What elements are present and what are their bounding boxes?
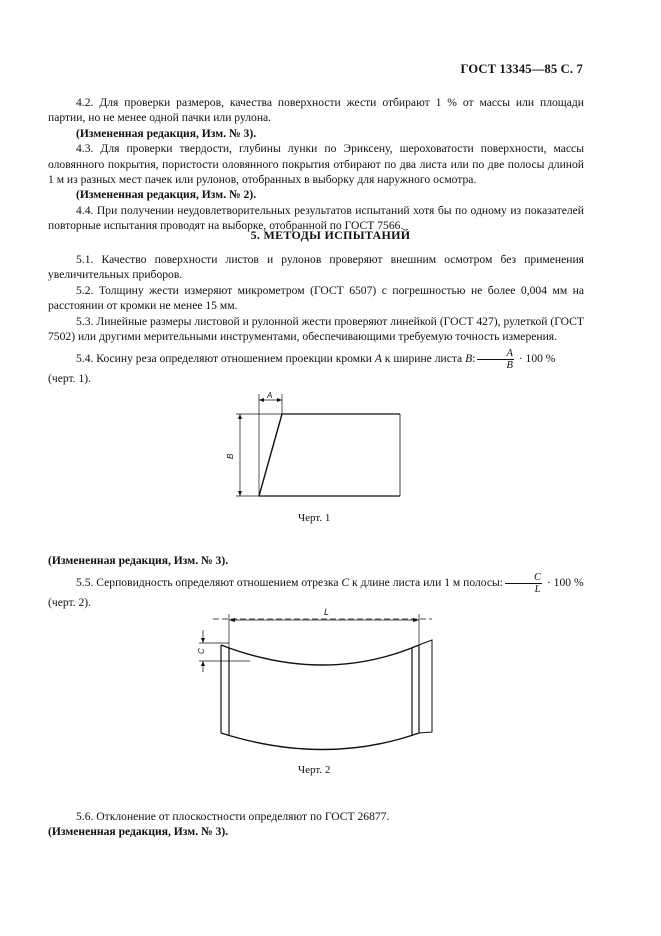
paragraph-4-2: 4.2. Для проверки размеров, качества поверхности жести отбирают 1 % от массы или площади партии, но не менее одной пачки или рулона. [48,96,584,125]
paragraph-5-1: 5.1. Качество поверхности листов и рулонов проверяют внешним осмотром без применения увеличительных приборов. [48,253,584,282]
paragraph-5-6: 5.6. Отклонение от плоскостности определяют по ГОСТ 26877. [76,810,390,823]
amendment-note: (Измененная редакция, Изм. № 3). [76,126,257,140]
amendment-note: (Измененная редакция, Изм. № 3). [48,825,229,839]
paragraph-5-2: 5.2. Толщину жести измеряют микрометром (ГОСТ 6507) с погрешностью не более 0,004 мм на расстоянии от кромки не менее 15 мм. [48,283,584,313]
paragraph-5-5: 5.5. Серповидность определяют отношением отрезка С к длине листа или 1 м полосы: $\frac{С}{L}$ · 100 % [76,572,584,596]
section-5-6 [48,809,584,840]
fraction-a-over-b: $\frac{А}{В}$ [477,348,513,371]
paragraph-4-4: 4.4. При получении неудовлетворительных результатов испытаний хотя бы по одному из показателей повторные испытания проводят на выборке, отобранной по ГОСТ 7566. [48,203,584,233]
drawing-1 [236,394,400,496]
figure-2-caption: Черт. 2 [298,764,331,776]
label-a: А [267,391,273,400]
page-header: ГОСТ 13345—85 С. 7 [460,62,583,76]
fraction-c-over-l: $\frac{С}{L}$ [505,572,542,595]
paragraph-5-4-ref: (черт. 1). [48,372,92,386]
amendment-note: (Измененная редакция, Изм. № 3). [48,554,229,567]
label-b: В [226,453,235,459]
label-c: С [197,648,206,654]
figure-1-caption: Черт. 1 [298,512,331,524]
paragraph-5-4: 5.4. Косину реза определяют отношением проекции кромки А к ширине листа В: $\frac{А}{В}$ · 100 % [76,348,556,372]
amendment-note: (Измененная редакция, Изм. № 2). [76,188,257,202]
paragraph-5-3: 5.3. Линейные размеры листовой и рулонной жести проверяют линейкой (ГОСТ 427), рулеткой (ГОСТ 7502) или другими мерительными инструментами, обеспечивающими требуемую точность измерения. [48,314,584,344]
paragraph-5-5-ref: (черт. 2). [48,596,92,610]
section-title: 5. МЕТОДЫ ИСПЫТАНИЙ [250,228,411,242]
drawing-2 [199,614,432,750]
label-l: L [324,607,330,617]
paragraph-4-3: 4.3. Для проверки твердости, глубины лунки по Эриксену, шероховатости поверхности, массы оловянного покрытия, пористости оловянного покрытия отбирают по два листа или по две полосы длиной 1 м из разных мест пачек или рулонов, отобранных в выборку для наружного осмотра. [48,142,584,187]
section-5-5 [48,553,584,611]
